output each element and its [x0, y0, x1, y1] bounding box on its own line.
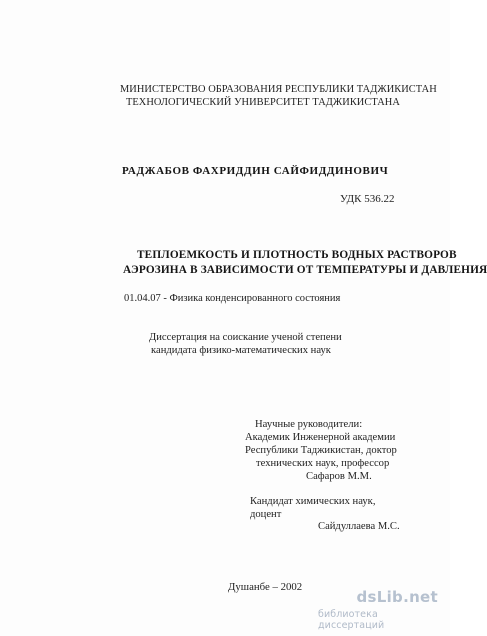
degree-line-1: Диссертация на соискание ученой степени	[149, 332, 342, 343]
place-and-year: Душанбе – 2002	[228, 581, 303, 593]
supervisor-2-line-1: Кандидат химических наук,	[250, 496, 376, 507]
supervisor-1-line-3: технических наук, профессор	[256, 458, 390, 469]
degree-line-2: кандидата физико-математических наук	[151, 345, 331, 356]
specialty-code: 01.04.07 - Физика конденсированного состояния	[124, 293, 341, 304]
supervisor-1-line-1: Академик Инженерной академии	[245, 432, 396, 443]
dissertation-title-line-2: АЭРОЗИНА В ЗАВИСИМОСТИ ОТ ТЕМПЕРАТУРЫ И ДАВЛЕНИЯ	[123, 264, 487, 276]
ministry-line-2: ТЕХНОЛОГИЧЕСКИЙ УНИВЕРСИТЕТ ТАДЖИКИСТАНА	[126, 97, 400, 108]
supervisor-1-name: Сафаров М.М.	[306, 471, 372, 482]
supervisor-2-line-2: доцент	[250, 509, 282, 520]
author-name: РАДЖАБОВ ФАХРИДДИН САЙФИДДИНОВИЧ	[122, 165, 389, 177]
supervisor-1-line-2: Республики Таджикистан, доктор	[245, 445, 397, 456]
ministry-line-1: МИНИСТЕРСТВО ОБРАЗОВАНИЯ РЕСПУБЛИКИ ТАДЖИКИСТАН	[120, 84, 437, 95]
watermark-subtitle: библиотека диссертаций	[318, 609, 385, 631]
supervisors-heading: Научные руководители:	[255, 419, 363, 430]
udk-code: УДК 536.22	[340, 193, 395, 205]
dissertation-title-line-1: ТЕПЛОЕМКОСТЬ И ПЛОТНОСТЬ ВОДНЫХ РАСТВОРОВ	[137, 249, 457, 261]
watermark-logo: dsLib.net	[356, 588, 438, 606]
supervisor-2-name: Сайдуллаева М.С.	[318, 521, 400, 532]
dslib-watermark	[318, 588, 442, 631]
